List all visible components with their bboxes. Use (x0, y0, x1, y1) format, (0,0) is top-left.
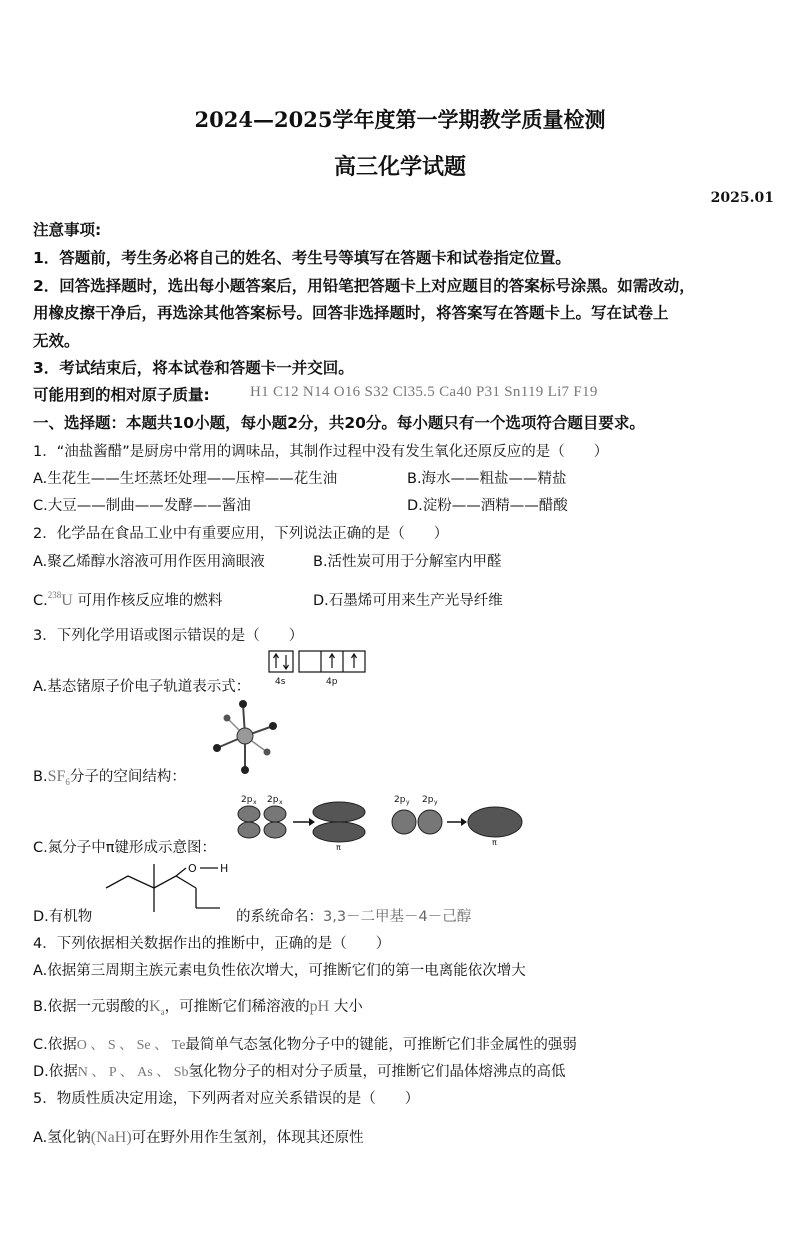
notice-item-2-line-3: 无效。 (33, 332, 80, 350)
exam-subtitle: 高三化学试题 (333, 154, 466, 180)
q3-option-b-prefix: B. (33, 769, 48, 785)
orbital-4p-label: 4p (326, 677, 338, 687)
systematic-name: 3,3－二甲基－4－己醇 (323, 909, 472, 925)
svg-text:π: π (336, 843, 341, 852)
q1-option-d: D.淀粉——酒精——醋酸 (407, 498, 568, 514)
q5-option-a-post: 可在野外用作生氢剂，体现其还原性 (131, 1130, 364, 1146)
q3-option-d-name (236, 905, 471, 926)
q2-stem: 2．化学品在食品工业中有重要应用，下列说法正确的是（ ） (33, 526, 449, 542)
q4-option-b-post: 大小 (333, 999, 363, 1015)
orbital-4s-label: 4s (275, 677, 286, 687)
q2-option-d: D.石墨烯可用来生产光导纤维 (313, 593, 503, 609)
q3-option-b-text: 分子的空间结构： (69, 769, 186, 785)
organic-structure (100, 858, 240, 918)
section-heading: 一、选择题：本题共10小题，每小题2分，共20分。每小题只有一个选项符合题目要求。 (33, 414, 645, 432)
notice-heading: 注意事项: (33, 221, 102, 239)
hydrogen-atom: H (220, 862, 229, 875)
atomic-mass-values: H1 C12 N14 O16 S32 Cl35.5 Ca40 P31 Sn119 Li7 F19 (250, 384, 598, 400)
ph-symbol: pH (309, 998, 330, 1015)
q4-option-c-post: 最简单气态氢化物分子中的键能，可推断它们非金属性的强弱 (185, 1037, 577, 1053)
exam-date: 2025.01 (710, 190, 774, 206)
q5-option-a (33, 1126, 364, 1147)
q4-option-b-pre: B.依据一元弱酸的 (33, 999, 150, 1015)
svg-text:π: π (492, 838, 497, 847)
q4-option-d-elements: N 、 P 、 As 、 Sb (77, 1065, 189, 1080)
q4-option-a: A.依据第三周期主族元素电负性依次增大，可推断它们的第一电离能依次增大 (33, 963, 526, 979)
pi-bond-diagram (233, 790, 533, 852)
q2-option-a: A.聚乙烯醇水溶液可用作医用滴眼液 (33, 554, 265, 570)
sf6-subscript: 6 (65, 776, 70, 787)
q3-option-b (33, 765, 186, 787)
svg-text:y: y (434, 799, 438, 806)
notice-item-2-line-1: 2．回答选择题时，选出每小题答案后，用铅笔把答题卡上对应题目的答案标号涂黑。如需改动， (33, 277, 695, 295)
notice-item-1: 1．答题前，考生务必将自己的姓名、考生号等填写在答题卡和试卷指定位置。 (33, 249, 571, 267)
ka-symbol: K (149, 998, 161, 1015)
svg-text:2p: 2p (267, 795, 279, 805)
atomic-mass-label: 可能用到的相对原子质量: (33, 386, 210, 404)
notice-item-3: 3．考试结束后，将本试卷和答题卡一并交回。 (33, 359, 354, 377)
q2-option-b: B.活性炭可用于分解室内甲醛 (313, 554, 502, 570)
q4-option-c (33, 1033, 577, 1054)
exam-title: 2024—2025学年度第一学期教学质量检测 (194, 107, 606, 132)
notice-item-2-line-2: 用橡皮擦干净后，再选涂其他答案标号。回答非选择题时，将答案写在答题卡上。写在试卷上 (33, 304, 669, 322)
q1-option-c: C.大豆——制曲——发酵——酱油 (33, 498, 251, 514)
orbital-diagram (268, 650, 378, 690)
uranium-symbol: U (61, 592, 73, 609)
q2-option-c (33, 589, 222, 610)
q2-option-c-text: 可用作核反应堆的燃料 (77, 593, 223, 609)
oxygen-atom: O (188, 862, 197, 875)
q5-stem: 5．物质性质决定用途，下列两者对应关系错误的是（ ） (33, 1091, 420, 1107)
q3-option-d-name-label: 的系统命名： (236, 909, 323, 925)
q4-option-d (33, 1060, 566, 1081)
svg-text:2p: 2p (394, 795, 406, 805)
q4-option-c-elements: O 、 S 、 Se 、 Te (76, 1038, 186, 1053)
q4-option-b (33, 995, 363, 1017)
q3-stem: 3．下列化学用语或图示错误的是（ ） (33, 628, 304, 644)
sf6-structure-image (205, 696, 285, 776)
nah-formula: (NaH) (90, 1129, 132, 1146)
svg-text:2p: 2p (422, 795, 434, 805)
q1-stem: 1．“油盐酱醋”是厨房中常用的调味品，其制作过程中没有发生氧化还原反应的是（ ） (33, 444, 609, 460)
svg-text:y: y (406, 799, 410, 806)
svg-text:x: x (253, 799, 257, 806)
svg-text:2p: 2p (241, 795, 253, 805)
q4-option-c-pre: C.依据 (33, 1037, 77, 1053)
q2-option-c-prefix: C. (33, 593, 48, 609)
svg-text:x: x (279, 799, 283, 806)
q4-option-d-post: 氢化物分子的相对分子质量，可推断它们晶体熔沸点的高低 (188, 1064, 566, 1080)
q5-option-a-pre: A.氢化钠 (33, 1130, 91, 1146)
q4-option-d-pre: D.依据 (33, 1064, 78, 1080)
q3-option-d-prefix: D.有机物 (33, 909, 93, 925)
ka-subscript: a (160, 1006, 165, 1017)
q1-option-a: A.生花生——生坯蒸坯处理——压榨——花生油 (33, 471, 338, 487)
q3-option-a: A.基态锗原子价电子轨道表示式： (33, 679, 251, 695)
q3-option-c: C.氮分子中π键形成示意图： (33, 840, 216, 856)
q4-stem: 4．下列依据相关数据作出的推断中，正确的是（ ） (33, 936, 391, 952)
q4-option-b-mid: ，可推断它们稀溶液的 (164, 999, 310, 1015)
uranium-mass-number: 238 (47, 590, 62, 600)
q1-option-b: B.海水——粗盐——精盐 (407, 471, 567, 487)
sf6-formula: SF (47, 768, 66, 785)
